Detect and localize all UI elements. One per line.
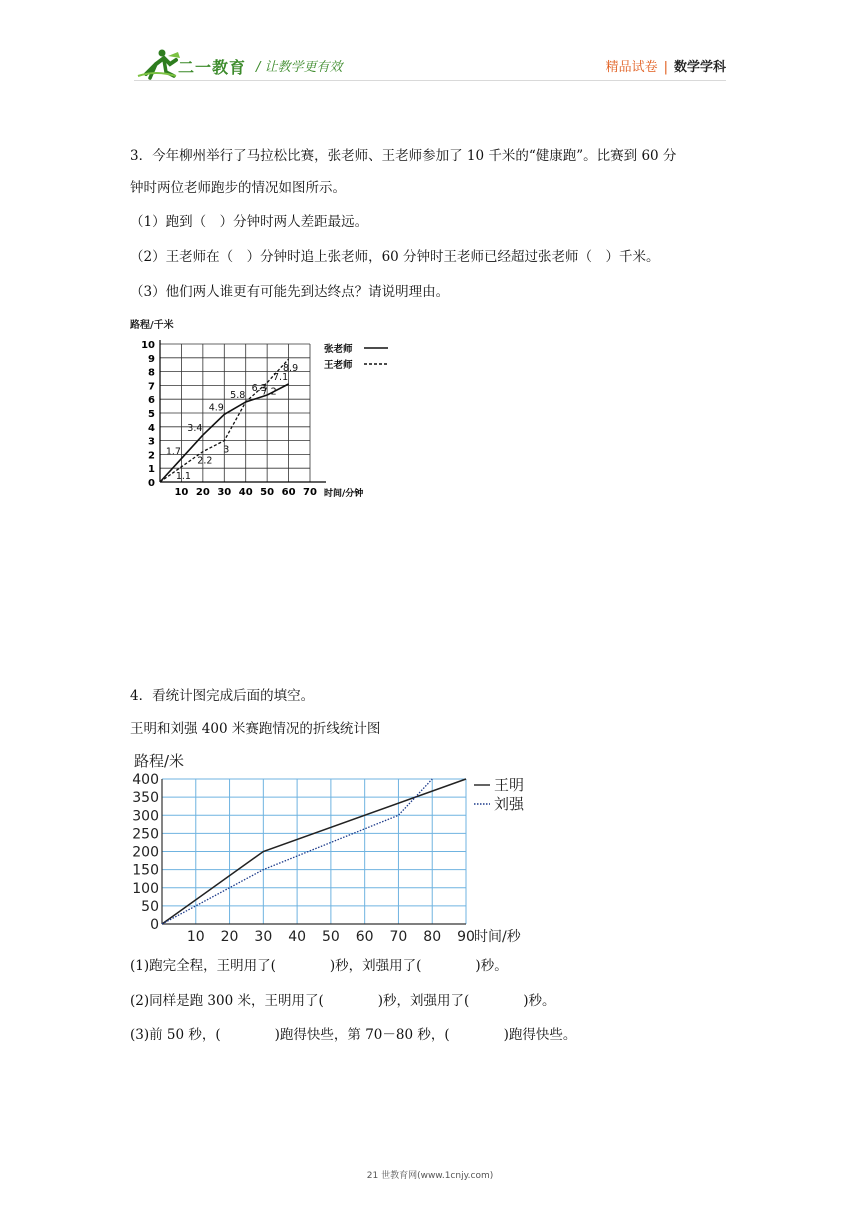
data-label: 1.1	[175, 470, 191, 482]
brand-label: 精品试卷	[605, 60, 658, 75]
q3-line1: 3．今年柳州举行了马拉松比赛，张老师、王老师参加了 10 千米的“健康跑”。比赛到 60 分	[130, 148, 677, 164]
data-label: 5.8	[230, 389, 246, 401]
data-label: 3	[223, 444, 230, 456]
x-tick-label: 70	[303, 487, 317, 498]
q3-part3: （3）他们两人谁更有可能先到达终点？请说明理由。	[130, 284, 450, 300]
y-tick-label: 10	[141, 340, 155, 351]
y-tick-label: 8	[148, 367, 155, 379]
q4-part3: (3)前 50 秒，( )跑得快些，第 70－80 秒，( )跑得快些。	[130, 1027, 577, 1043]
data-label: 8.9	[283, 363, 299, 375]
x-tick-label: 30	[217, 487, 232, 498]
x-tick-label: 10	[174, 487, 189, 498]
q3-part1: （1）跑到（ ）分钟时两人差距最远。	[130, 214, 369, 230]
y-tick-label: 0	[148, 478, 155, 489]
y-tick-label: 300	[132, 808, 159, 825]
x-axis-label: 时间/分钟	[324, 489, 364, 499]
legend-label: 王明	[494, 776, 525, 794]
chart-marathon	[128, 312, 398, 502]
x-tick-label: 40	[238, 487, 253, 498]
y-tick-label: 4	[148, 422, 155, 434]
y-tick-label: 400	[132, 772, 159, 788]
x-tick-label: 80	[423, 929, 442, 945]
y-tick-label: 6	[148, 395, 155, 407]
y-tick-label: 0	[150, 917, 159, 933]
data-label: 7.1	[273, 372, 289, 384]
subject-label: 数学学科	[673, 60, 726, 75]
y-tick-label: 150	[132, 862, 159, 879]
y-tick-label: 200	[132, 844, 159, 861]
x-tick-label: 20	[220, 929, 239, 945]
x-tick-label: 50	[321, 929, 340, 945]
x-tick-label: 10	[186, 929, 205, 945]
y-tick-label: 1	[148, 464, 155, 476]
slogan: / 让教学更有效	[256, 60, 343, 75]
q4-chart-title: 王明和刘强 400 米赛跑情况的折线统计图	[130, 721, 381, 737]
y-axis-label: 路程/千米	[130, 320, 174, 331]
legend-label: 刘强	[494, 795, 525, 813]
header-separator: |	[663, 60, 668, 75]
y-tick-label: 3	[148, 436, 155, 448]
logo-text: 二一教育	[178, 58, 247, 77]
q4-line1: 4．看统计图完成后面的填空。	[130, 688, 315, 704]
legend-label: 张老师	[324, 344, 353, 355]
data-label: 2.2	[197, 455, 213, 467]
x-tick-label: 20	[195, 487, 210, 498]
x-tick-label: 60	[281, 487, 296, 498]
q3-line2: 钟时两位老师跑步的情况如图所示。	[130, 180, 346, 196]
y-tick-label: 7	[148, 381, 155, 393]
y-tick-label: 250	[132, 826, 159, 843]
data-label: 6.3	[251, 383, 267, 395]
chart-400m-race	[128, 745, 548, 945]
page-header	[0, 0, 860, 100]
x-tick-label: 90	[457, 929, 475, 945]
x-tick-label: 30	[254, 929, 273, 945]
header-divider	[134, 80, 726, 81]
page-footer: 21 世教育网(www.1cnjy.com)	[366, 1171, 494, 1181]
y-tick-label: 5	[148, 409, 155, 420]
data-label: 1.7	[165, 446, 181, 458]
y-tick-label: 350	[132, 790, 159, 807]
y-tick-label: 2	[148, 450, 155, 462]
q4-part2: (2)同样是跑 300 米，王明用了( )秒，刘强用了( )秒。	[130, 993, 556, 1009]
data-label: 7.2	[261, 386, 277, 398]
y-tick-label: 9	[148, 353, 155, 365]
legend-label: 王老师	[324, 360, 353, 371]
data-label: 4.9	[208, 402, 224, 414]
q3-part2: （2）王老师在（ ）分钟时追上张老师，60 分钟时王老师已经超过张老师（ ）千米。	[130, 249, 660, 265]
y-axis-label: 路程/米	[134, 752, 185, 770]
x-tick-label: 70	[389, 929, 408, 945]
y-tick-label: 100	[132, 880, 159, 897]
x-tick-label: 50	[260, 487, 275, 498]
x-axis-label: 时间/秒	[474, 929, 521, 945]
header-right	[606, 56, 726, 75]
x-tick-label: 60	[355, 929, 374, 945]
x-tick-label: 40	[288, 929, 307, 945]
y-tick-label: 50	[141, 898, 159, 915]
data-label: 3.4	[187, 423, 203, 435]
q4-part1: (1)跑完全程，王明用了( )秒，刘强用了( )秒。	[130, 958, 508, 974]
